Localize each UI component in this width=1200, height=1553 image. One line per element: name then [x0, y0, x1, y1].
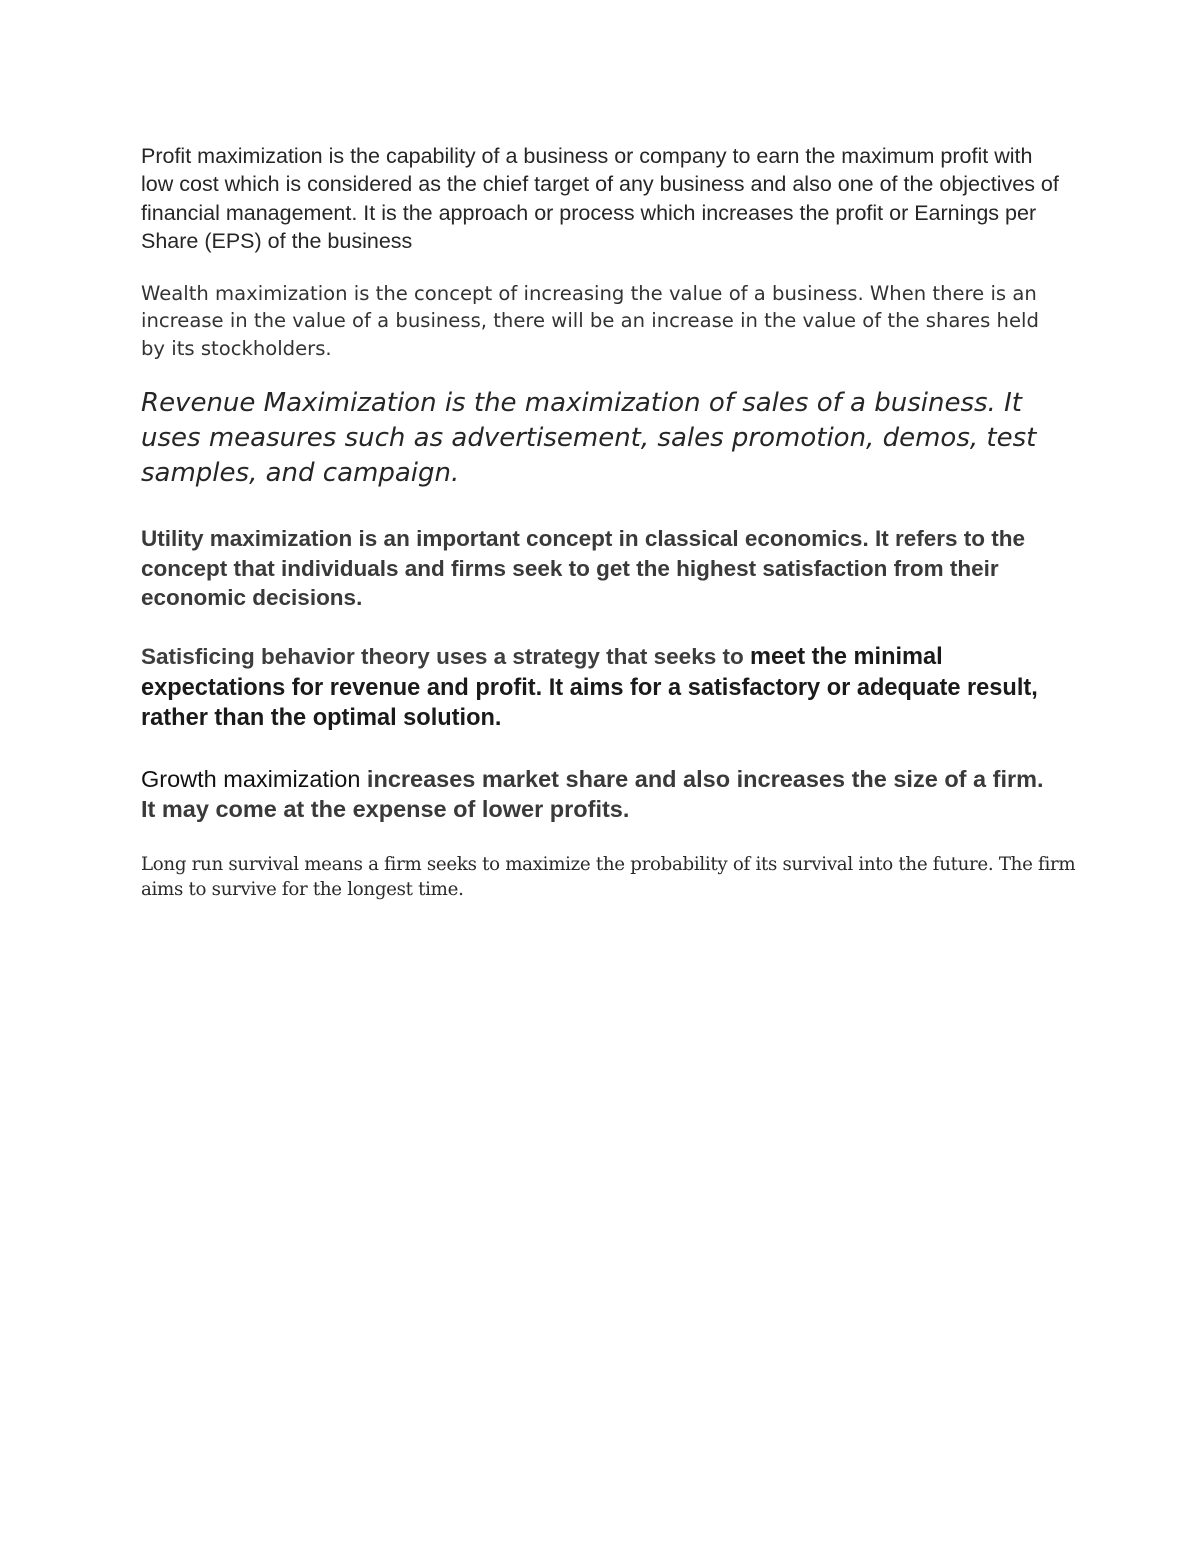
paragraph-satisficing-behavior — [141, 642, 1061, 734]
satisficing-lead-text: Satisficing behavior theory uses a strategy that seeks to — [141, 644, 750, 669]
paragraph-wealth-maximization: Wealth maximization is the concept of increasing the value of a business. When there is an increase in the value of a business, there will be an increase in the value of the shares held by its stockholders. — [141, 282, 1039, 360]
satisficing-rest-text: meet the minimal expectations for revenue and profit. It aims for a satisfactory or adequate result, rather than the optimal solution. — [141, 644, 1038, 731]
paragraph-profit-maximization: Profit maximization is the capability of a business or company to earn the maximum profit with low cost which is considered as the chief target of any business and also one of the objectives of financial management. It is the approach or process which increases the profit or Earnings per Share (EPS) of the business — [141, 144, 1059, 253]
paragraph-long-run-survival: Long run survival means a firm seeks to maximize the probability of its survival into the future. The firm aims to survive for the longest time. — [141, 854, 1076, 900]
growth-rest-text: increases market share and also increases the size of a firm. It may come at the expense of lower profits. — [141, 766, 1044, 822]
paragraph-utility-maximization: Utility maximization is an important concept in classical economics. It refers to the concept that individuals and firms seek to get the highest satisfaction from their economic decisions. — [141, 526, 1025, 611]
growth-lead-text: Growth maximization — [141, 766, 361, 792]
paragraph-growth-maximization — [141, 764, 1061, 824]
paragraph-revenue-maximization: Revenue Maximization is the maximization of sales of a business. It uses measures such as advertisement, sales promotion, demos, test samples, and campaign. — [141, 388, 1037, 488]
